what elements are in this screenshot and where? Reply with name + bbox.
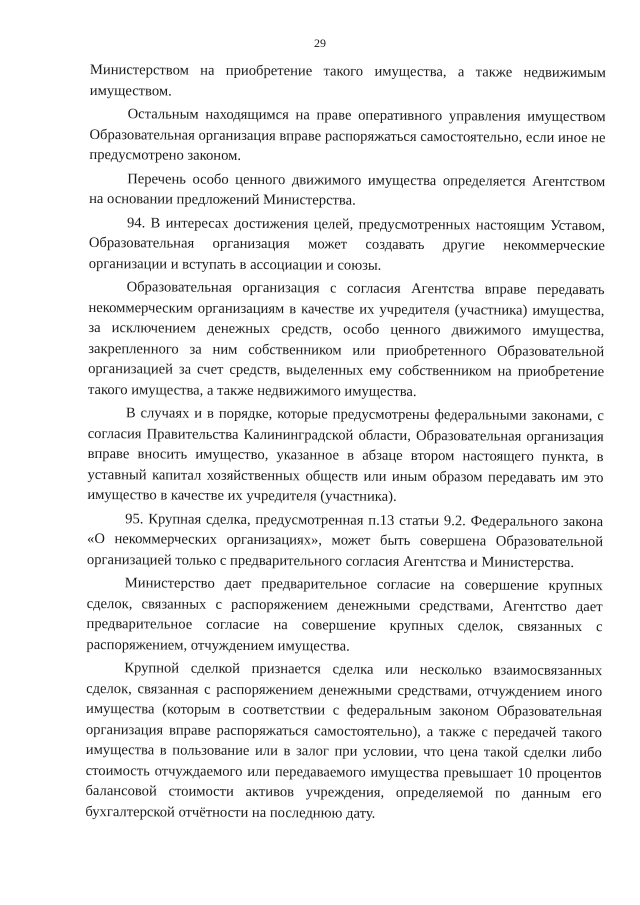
document-body [85,60,606,828]
paragraph: Министерство дает предварительное согласие на совершение крупных сделок, связанных с распоряжением денежными средствами, Агентство дает предварительное согласие на совершение крупных сделок, связанных с распоряжением, отчуждением имущества. [86,575,603,655]
paragraph: Образовательная организация с согласия Агентства вправе передавать некоммерческим организациям в качестве их учредителя (участника) имущества, за исключением денежных средств, особо ценного движимого имущества, закрепленного за ним собственником или приобретенного Образовательной организацией за счет средств, выделенных ему собственником на приобретение такого имущества, а также недвижимого имущества. [87,279,605,400]
paragraph: В случаях и в порядке, которые предусмотрены федеральными законами, с согласия Правительства Калининградской области, Образовательная организация вправе вносить имущество, указанное в абзаце втором настоящего пункта, в уставный капитал хозяйственных обществ или иным образом передавать им это имущество в качестве их учредителя (участника). [87,405,604,505]
paragraph-clause-94: 94. В интересах достижения целей, предусмотренных настоящим Уставом, Образовательная организация может создавать другие некоммерческие организации и вступать в ассоциации и союзы. [88,214,606,274]
paragraph-continuation: Министерством на приобретение такого имущества, а также недвижимым имуществом. [89,61,606,99]
paragraph-clause-95: 95. Крупная сделка, предусмотренная п.13 статьи 9.2. Федерального закона «О некоммерческих организациях», может быть совершена Образовательной организацией только с предварительного согласия Агентства и Министерства. [86,510,604,571]
paragraph: Крупной сделкой признается сделка или несколько взаимосвязанных сделок, связанная с распоряжением денежными средствами, отчуждением иного имущества (которым в соответствии с федеральным законом Образовательная организация вправе распоряжаться самостоятельно), а также с передачей такого имущества в пользование или в залог при условии, что цена такой сделки либо стоимость отчуждаемого или передаваемого имущества превышает 10 процентов балансовой стоимости активов учреждения, определяемой по данным его бухгалтерской отчётности на последнюю дату. [85,660,603,822]
paragraph: Остальным находящимся на праве оперативного управления имуществом Образовательная организация вправе распоряжаться самостоятельно, если иное не предусмотрено законом. [89,106,606,164]
page-number: 29 [314,36,326,50]
paragraph: Перечень особо ценного движимого имущества определяется Агентством на основании предложений Министерства. [89,170,606,209]
